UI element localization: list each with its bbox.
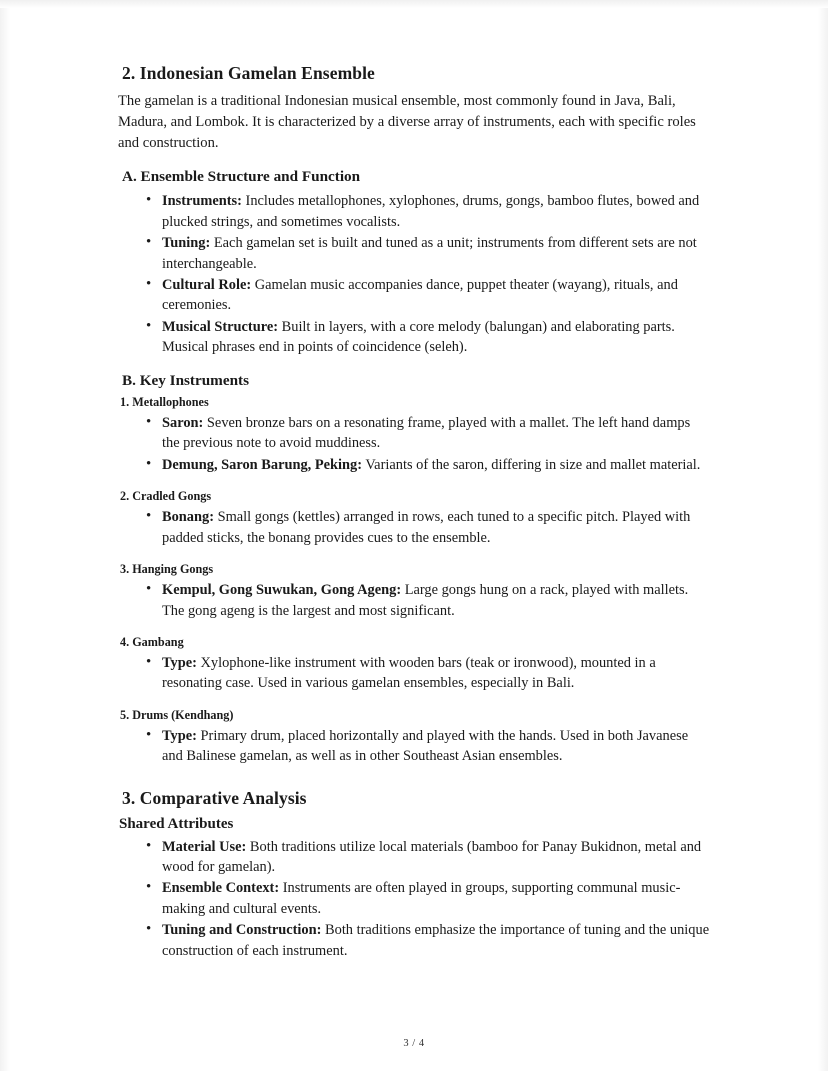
shared-attributes-heading: Shared Attributes <box>119 815 234 832</box>
list-item-label: Bonang: <box>162 509 214 526</box>
instrument-group-hanging-gongs <box>118 562 710 621</box>
instrument-group-cradled-gongs <box>118 489 710 548</box>
instrument-group-gambang <box>118 635 710 694</box>
list-item <box>118 878 710 919</box>
group-list <box>118 580 710 621</box>
list-item-label: Saron: <box>162 414 204 431</box>
list-item-text: Xylophone-like instrument with wooden bars (teak or ironwood), mounted in a resonating case. Used in various gamelan ensembles, especially in Bali. <box>162 655 656 692</box>
list-item-label: Cultural Role: <box>162 277 252 294</box>
list-item-label: Type: <box>162 655 197 672</box>
document-content <box>118 62 710 975</box>
list-item-label: Type: <box>162 727 197 744</box>
group-heading: 1. Metallophones <box>120 394 209 409</box>
list-item-text: Primary drum, placed horizontally and played with the hands. Used in both Javanese and Balinese gamelan, as well as in other Southeast Asian ensembles. <box>162 727 689 765</box>
list-item-text: Built in layers, with a core melody (balungan) and elaborating parts. Musical phrases end in points of coincidence (seleh). <box>162 318 675 356</box>
subsection-a-heading: A. Ensemble Structure and Function <box>122 168 361 186</box>
list-item-text: Large gongs hung on a rack, played with mallets. The gong ageng is the largest and most significant. <box>162 582 689 619</box>
list-item-label: Tuning and Construction: <box>162 922 322 939</box>
group-list <box>118 653 710 694</box>
list-item-text: Each gamelan set is built and tuned as a unit; instruments from different sets are not interchangeable. <box>162 235 697 272</box>
page-left-shadow <box>0 0 10 1071</box>
group-heading: 4. Gambang <box>120 635 184 650</box>
section-2-intro-paragraph: The gamelan is a traditional Indonesian musical ensemble, most commonly found in Java, Bali, Madura, and Lombok. It is characterized by a diverse array of instruments, each with specific roles and construction. <box>118 92 696 152</box>
instrument-group-metallophones <box>118 395 710 475</box>
list-item-text: Includes metallophones, xylophones, drums, gongs, bamboo flutes, bowed and plucked strings, and sometimes vocalists. <box>162 193 700 230</box>
shared-attributes-list <box>118 837 710 962</box>
list-item-text: Both traditions utilize local materials (bamboo for Panay Bukidnon, metal and wood for gamelan). <box>162 838 702 876</box>
list-item <box>118 920 710 961</box>
group-list <box>118 413 710 475</box>
page-number-footer: 3 / 4 <box>403 1038 425 1049</box>
subsection-a-list <box>118 191 710 358</box>
list-item <box>118 317 710 358</box>
list-item-text: Variants of the saron, differing in size and mallet material. <box>362 456 701 473</box>
list-item <box>118 191 710 232</box>
page-top-shadow <box>0 0 828 8</box>
list-item-label: Instruments: <box>162 193 242 210</box>
list-item <box>118 275 710 316</box>
list-item <box>118 653 710 694</box>
list-item-text: Seven bronze bars on a resonating frame, played with a mallet. The left hand damps the previous note to avoid muddiness. <box>162 414 691 452</box>
section-3-heading: 3. Comparative Analysis <box>122 787 307 808</box>
group-list <box>118 507 710 548</box>
list-item-label: Tuning: <box>162 235 211 252</box>
list-item <box>118 580 710 621</box>
subsection-b-heading: B. Key Instruments <box>122 371 249 389</box>
list-item-label: Kempul, Gong Suwukan, Gong Ageng: <box>162 582 402 599</box>
list-item-text: Instruments are often played in groups, supporting communal music-making and cultural events. <box>162 880 681 917</box>
list-item <box>118 413 710 454</box>
list-item <box>118 233 710 274</box>
list-item <box>118 455 710 475</box>
page-right-shadow <box>818 0 828 1071</box>
list-item-text: Small gongs (kettles) arranged in rows, each tuned to a specific pitch. Played with padded sticks, the bonang provides cues to the ensemble. <box>162 509 691 546</box>
instrument-group-drums <box>118 708 710 767</box>
group-list <box>118 726 710 767</box>
list-item-label: Demung, Saron Barung, Peking: <box>162 456 363 473</box>
list-item-label: Material Use: <box>162 838 247 855</box>
list-item <box>118 726 710 767</box>
group-heading: 3. Hanging Gongs <box>120 562 214 577</box>
list-item-label: Ensemble Context: <box>162 880 280 897</box>
list-item-text: Gamelan music accompanies dance, puppet theater (wayang), rituals, and ceremonies. <box>162 277 678 314</box>
group-heading: 2. Cradled Gongs <box>120 489 212 504</box>
list-item <box>118 837 710 878</box>
list-item-label: Musical Structure: <box>162 318 279 335</box>
section-2-heading: 2. Indonesian Gamelan Ensemble <box>122 63 375 83</box>
list-item <box>118 507 710 548</box>
list-item-text: Both traditions emphasize the importance of tuning and the unique construction of each instrument. <box>162 922 710 959</box>
group-heading: 5. Drums (Kendhang) <box>120 707 234 722</box>
